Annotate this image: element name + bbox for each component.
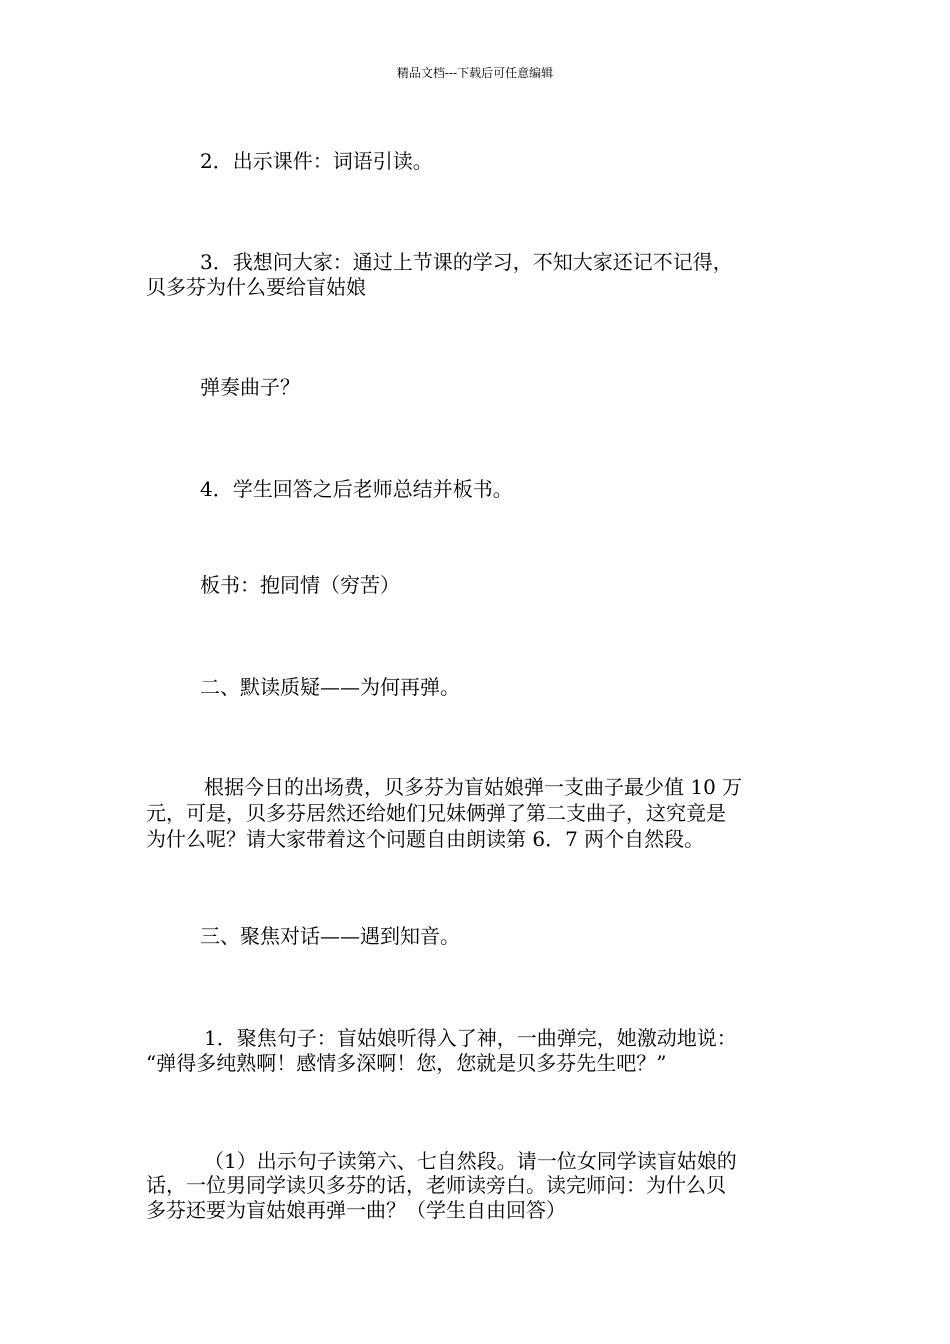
- paragraph-line-2: 元，可是，贝多芬居然还给她们兄妹俩弹了第二支曲子，这究竟是: [146, 801, 726, 825]
- paragraph-line-3: 为什么呢？请大家带着这个问题自由朗读第 6．7 两个自然段。: [146, 827, 705, 851]
- focus-sentence-line-1: 1．聚焦句子：盲姑娘听得入了神，一曲弹完，她激动地说：: [204, 1026, 737, 1050]
- focus-sentence-line-2: “弹得多纯熟啊！感情多深啊！您，您就是贝多芬先生吧？”: [146, 1051, 667, 1075]
- item-3-line-3: 弹奏曲子？: [200, 375, 300, 399]
- item-3-line-2: 贝多芬为什么要给盲姑娘: [146, 275, 366, 299]
- item-3-line-1: 3．我想问大家：通过上节课的学习，不知大家还记不记得，: [200, 250, 733, 274]
- section-3-heading: 三、聚焦对话——遇到知音。: [200, 924, 460, 948]
- board-writing-line: 板书：抱同情（穷苦）: [200, 573, 400, 597]
- item-2-line: 2．出示课件：词语引读。: [200, 149, 433, 173]
- paragraph-line-1: 根据今日的出场费，贝多芬为盲姑娘弹一支曲子最少值 10 万: [204, 775, 743, 799]
- item-4-line: 4．学生回答之后老师总结并板书。: [200, 477, 513, 501]
- section-2-heading: 二、默读质疑——为何再弹。: [200, 675, 460, 699]
- page-header: 精品文档---下载后可任意编辑: [396, 66, 554, 80]
- sub-item-1-line-1: （1）出示句子读第六、七自然段。请一位女同学读盲姑娘的: [204, 1149, 737, 1173]
- sub-item-1-line-3: 多芬还要为盲姑娘再弹一曲？（学生自由回答）: [146, 1198, 566, 1222]
- sub-item-1-line-2: 话，一位男同学读贝多芬的话，老师读旁白。读完师问：为什么贝: [146, 1173, 726, 1197]
